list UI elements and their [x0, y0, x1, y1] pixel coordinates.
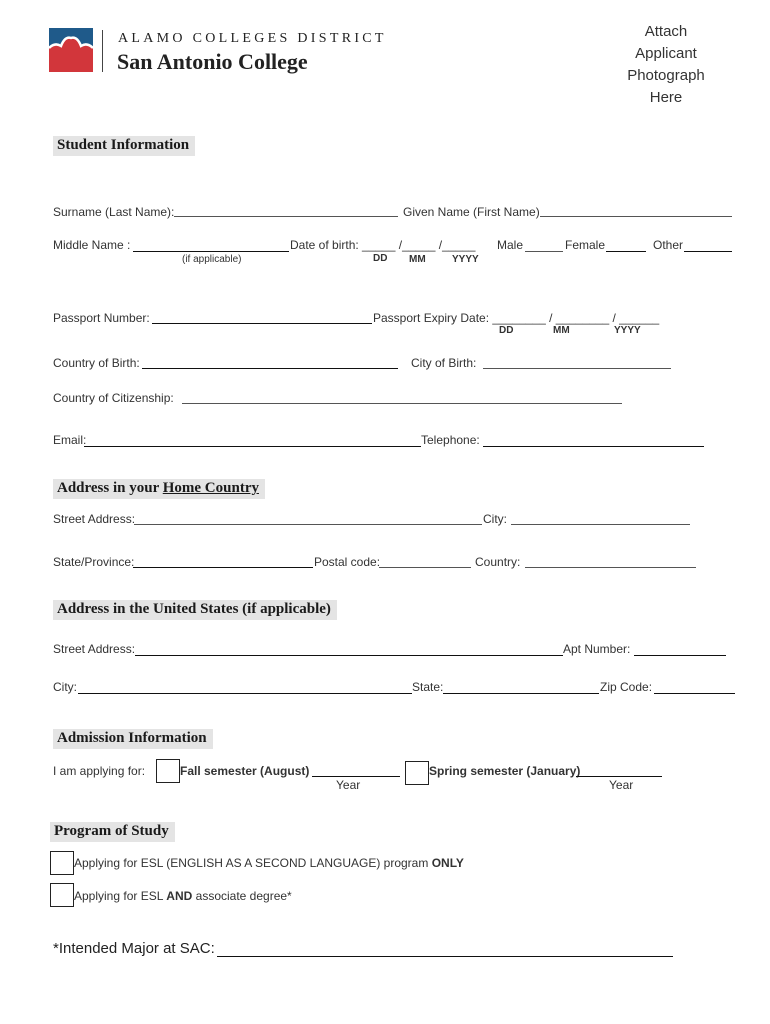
citizenship-label: Country of Citizenship: — [53, 391, 174, 405]
home-title-prefix: Address in your — [57, 480, 159, 496]
expiry-dd: DD — [499, 325, 514, 336]
given-name-field[interactable] — [540, 216, 732, 217]
citizenship-field[interactable] — [182, 403, 622, 404]
home-title-underlined: Home Country — [162, 480, 259, 496]
passport-expiry-label[interactable]: Passport Expiry Date: ________ / ________ / ______ — [373, 311, 660, 325]
expiry-yyyy: YYYY — [614, 325, 641, 336]
logo-divider — [102, 30, 103, 72]
home-postal-label: Postal code: — [314, 555, 381, 569]
middle-name-label: Middle Name : — [53, 238, 131, 252]
section-us-address: Address in the United States (if applicable) — [53, 600, 337, 620]
photo-line: Here — [649, 89, 683, 106]
logo-mark — [49, 28, 93, 72]
email-field[interactable] — [84, 446, 421, 447]
home-postal-field[interactable] — [379, 567, 471, 568]
female-label: Female — [565, 238, 606, 252]
us-apt-label: Apt Number: — [563, 642, 631, 656]
city-birth-field[interactable] — [483, 368, 671, 369]
male-label: Male — [497, 238, 524, 252]
applying-for-label: I am applying for: — [53, 764, 146, 778]
dob-mm: MM — [409, 254, 426, 265]
home-country-field[interactable] — [525, 567, 696, 568]
telephone-label: Telephone: — [421, 433, 480, 447]
dob-label[interactable]: Date of birth: _____ /_____ /_____ — [290, 238, 476, 252]
section-program-of-study: Program of Study — [50, 822, 175, 842]
spring-year-field[interactable] — [576, 776, 662, 777]
expiry-mm: MM — [553, 325, 570, 336]
male-field[interactable] — [525, 251, 563, 252]
fall-year-field[interactable] — [312, 776, 400, 777]
telephone-field[interactable] — [483, 446, 704, 447]
esl-associate-text: Applying for ESL — [74, 889, 163, 903]
photo-placeholder — [606, 21, 726, 109]
spring-semester-label: Spring semester (January) — [429, 764, 581, 778]
other-field[interactable] — [684, 251, 732, 252]
us-street-field[interactable] — [135, 655, 563, 656]
us-city-field[interactable] — [78, 693, 412, 694]
fall-semester-checkbox[interactable] — [156, 759, 180, 783]
city-birth-label: City of Birth: — [411, 356, 477, 370]
home-country-label: Country: — [475, 555, 521, 569]
female-field[interactable] — [606, 251, 646, 252]
esl-associate-emphasis: AND — [166, 889, 193, 903]
esl-only-label — [74, 856, 464, 870]
esl-only-text: Applying for ESL (ENGLISH AS A SECOND LANGUAGE) program — [74, 856, 429, 870]
us-zip-label: Zip Code: — [600, 680, 653, 694]
passport-label: Passport Number: — [53, 311, 150, 325]
surname-field[interactable] — [174, 216, 398, 217]
spring-semester-checkbox[interactable] — [405, 761, 429, 785]
district-name: ALAMO COLLEGES DISTRICT — [118, 31, 387, 46]
esl-associate-checkbox[interactable] — [50, 883, 74, 907]
us-street-label: Street Address: — [53, 642, 136, 656]
us-state-field[interactable] — [443, 693, 599, 694]
intended-major-field[interactable] — [217, 956, 673, 957]
fall-year-label: Year — [336, 778, 361, 792]
home-street-field[interactable] — [134, 524, 482, 525]
us-zip-field[interactable] — [654, 693, 735, 694]
dob-dd: DD — [373, 253, 388, 264]
dob-yyyy: YYYY — [452, 254, 479, 265]
home-city-field[interactable] — [511, 524, 690, 525]
home-state-field[interactable] — [133, 567, 313, 568]
photo-line: Photograph — [627, 67, 705, 84]
passport-field[interactable] — [152, 323, 372, 324]
home-city-label: City: — [483, 512, 507, 526]
college-name: San Antonio College — [117, 49, 308, 74]
middle-name-field[interactable] — [133, 251, 289, 252]
if-applicable-note: (if applicable) — [182, 254, 242, 265]
email-label: Email: — [53, 433, 87, 447]
fall-semester-label: Fall semester (August) — [180, 764, 310, 778]
home-street-label: Street Address: — [53, 512, 136, 526]
esl-only-emphasis: ONLY — [431, 856, 464, 870]
country-birth-field[interactable] — [142, 368, 398, 369]
intended-major-label: *Intended Major at SAC: — [53, 940, 215, 957]
us-state-label: State: — [412, 680, 444, 694]
other-label: Other — [653, 238, 684, 252]
home-state-label: State/Province: — [53, 555, 135, 569]
section-home-address — [53, 479, 265, 499]
photo-line: Attach — [644, 23, 688, 40]
esl-only-checkbox[interactable] — [50, 851, 74, 875]
spring-year-label: Year — [609, 778, 634, 792]
esl-associate-label — [74, 889, 292, 903]
section-admission-info: Admission Information — [53, 729, 213, 749]
section-student-info: Student Information — [53, 136, 195, 156]
photo-line: Applicant — [635, 45, 697, 62]
country-birth-label: Country of Birth: — [53, 356, 140, 370]
given-name-label: Given Name (First Name) — [403, 205, 540, 219]
esl-associate-suffix: associate degree* — [195, 889, 292, 903]
us-apt-field[interactable] — [634, 655, 726, 656]
surname-label: Surname (Last Name): — [53, 205, 175, 219]
us-city-label: City: — [53, 680, 77, 694]
